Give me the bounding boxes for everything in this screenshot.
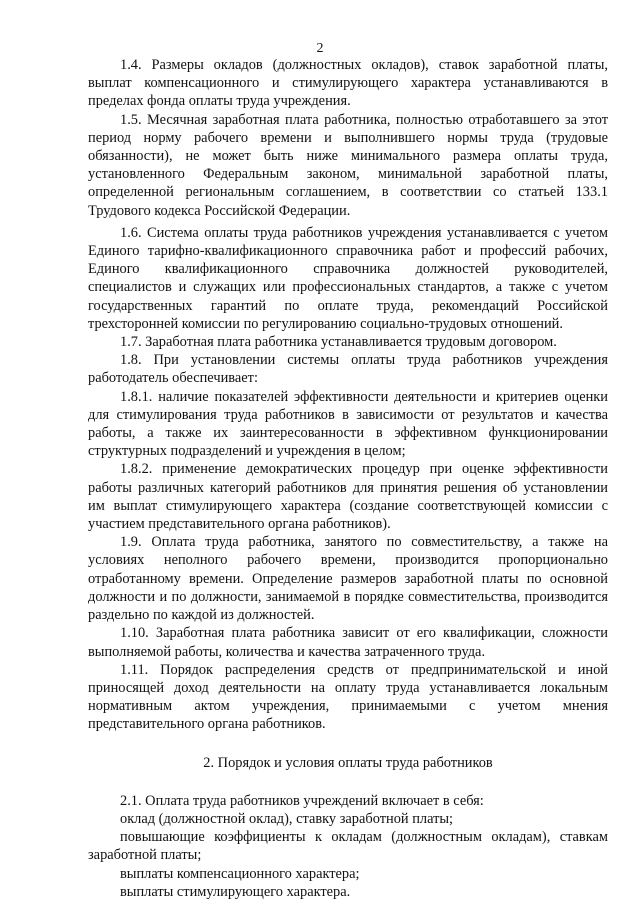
- document-body: [88, 56, 608, 901]
- list-item: 2.1. Оплата труда работников учреждений включает в себя:: [120, 792, 484, 809]
- list-item: оклад (должностной оклад), ставку заработной платы;: [120, 810, 454, 827]
- paragraph-1-6: 1.6. Система оплаты труда работников учреждения устанавливается с учетом Единого тарифно-квалификационного справочника работ и профессий рабочих, Единого квалификационного справочника должностей руководителей, специалистов и служащих или профессиональных стандартов, а также с учетом государственных гарантий по оплате труда, рекомендаций Российской трехсторонней комиссии по регулированию социально-трудовых отношений.: [88, 224, 608, 332]
- paragraph-1-8-1: 1.8.1. наличие показателей эффективности деятельности и критериев оценки для стимулирования труда работников в зависимости от результатов и качества работы, а также их заинтересованности в эффективном функционировании структурных подразделений и учреждения в целом;: [88, 388, 608, 460]
- paragraph-1-10: 1.10. Заработная плата работника зависит от его квалификации, сложности выполняемой работы, количества и качества затраченного труда.: [88, 625, 608, 660]
- paragraph-1-7: 1.7. Заработная плата работника устанавливается трудовым договором.: [120, 334, 557, 351]
- paragraph-1-8-2: 1.8.2. применение демократических процедур при оценке эффективности работы различных категорий работников для принятия решения об установлении им выплат стимулирующего характера (создание соответствующей комиссии с участием представительного органа работников).: [88, 461, 608, 533]
- page-number: 2: [316, 41, 324, 56]
- list-item: выплаты стимулирующего характера.: [120, 883, 351, 900]
- paragraph-1-11: 1.11. Порядок распределения средств от предпринимательской и иной приносящей доход деятельности на оплату труда устанавливается локальным нормативным актом учреждения, принимаемыми с учетом мнения представительного органа работников.: [88, 661, 608, 733]
- list-item: повышающие коэффициенты к окладам (должностным окладам), ставкам заработной платы;: [88, 829, 608, 864]
- paragraph-1-4: 1.4. Размеры окладов (должностных окладов), ставок заработной платы, выплат компенсационного и стимулирующего характера устанавливаются в пределах фонда оплаты труда учреждения.: [88, 57, 608, 110]
- section-heading: 2. Порядок и условия оплаты труда работников: [203, 754, 493, 771]
- paragraph-1-5: 1.5. Месячная заработная плата работника, полностью отработавшего за этот период норму рабочего времени и выполнившего нормы труда (трудовые обязанности), не может быть ниже минимального размера оплаты труда, установленного Федеральным законом, минимальной заработной платы, определенной региональным соглашением, в соответствии со статьей 133.1 Трудового кодекса Российской Федерации.: [88, 111, 608, 219]
- paragraph-1-8: 1.8. При установлении системы оплаты труда работников учреждения работодатель обеспечивает:: [88, 352, 608, 387]
- list-item: выплаты компенсационного характера;: [120, 865, 360, 882]
- paragraph-1-9: 1.9. Оплата труда работника, занятого по совместительству, а также на условиях неполного рабочего времени, производится пропорционально отработанному времени. Определение размеров заработной платы по основной должности и по должности, занимаемой в порядке совместительства, производится раздельно по каждой из должностей.: [88, 534, 608, 624]
